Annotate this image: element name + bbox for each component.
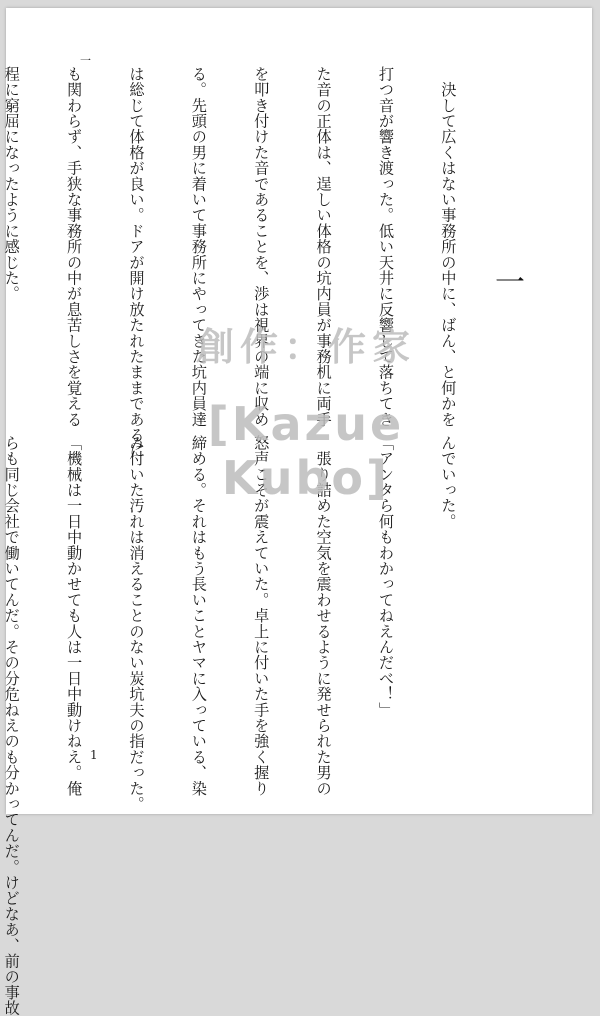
text-line: 締める。それはもう長いことヤマに入っている、染 <box>189 435 208 797</box>
text-line: た音の正体は、逞しい体格の坑内員が事務机に両手 <box>314 66 333 428</box>
watermark-line-1: 創作：作家 <box>195 325 416 369</box>
text-line: 程に窮屈になったように感じた。 <box>2 66 21 302</box>
text-line: み付いた汚れは消えることのない炭坑夫の指だった。 <box>127 435 146 812</box>
chapter-title: 一 <box>489 266 524 296</box>
page-number: 1 <box>90 748 98 762</box>
text-line: らも同じ会社で働いてんだ。その分危ねえのも分かってんだ。けどなあ、前の事故 <box>2 435 21 1016</box>
text-line: る。先頭の男に着いて事務所にやってきた坑内員達 <box>189 66 208 428</box>
text-line: 「アンタら何もわかってねえんだべ！」 <box>377 435 396 718</box>
text-line: 張り詰めた空気を震わせるように発せられた男の <box>314 435 333 797</box>
document-page <box>2 8 592 1016</box>
watermark-line-2: [Kazue Kubo] <box>207 397 405 505</box>
text-line: 決して広くはない事務所の中に、ばん、と何かを <box>439 66 458 428</box>
text-line: 怒声こそが震えていた。卓上に付いた手を強く握り <box>252 435 271 797</box>
text-line: は総じて体格が良い。ドアが開け放たれたままであるに <box>127 66 146 459</box>
text-line: も関わらず、手狭な事務所の中が息苦しさを覚える <box>65 66 84 428</box>
text-line: んでいった。 <box>439 435 458 530</box>
running-head: 一 <box>80 54 91 67</box>
text-line: 打つ音が響き渡った。低い天井に反響して落ちてき <box>377 66 396 428</box>
text-line: 「機械は一日中動かせても人は一日中動けねえ。俺 <box>65 435 84 797</box>
lower-text-block <box>0 435 500 1016</box>
text-line: を叩き付けた音であることを、渉は視界の端に収め <box>252 66 271 428</box>
